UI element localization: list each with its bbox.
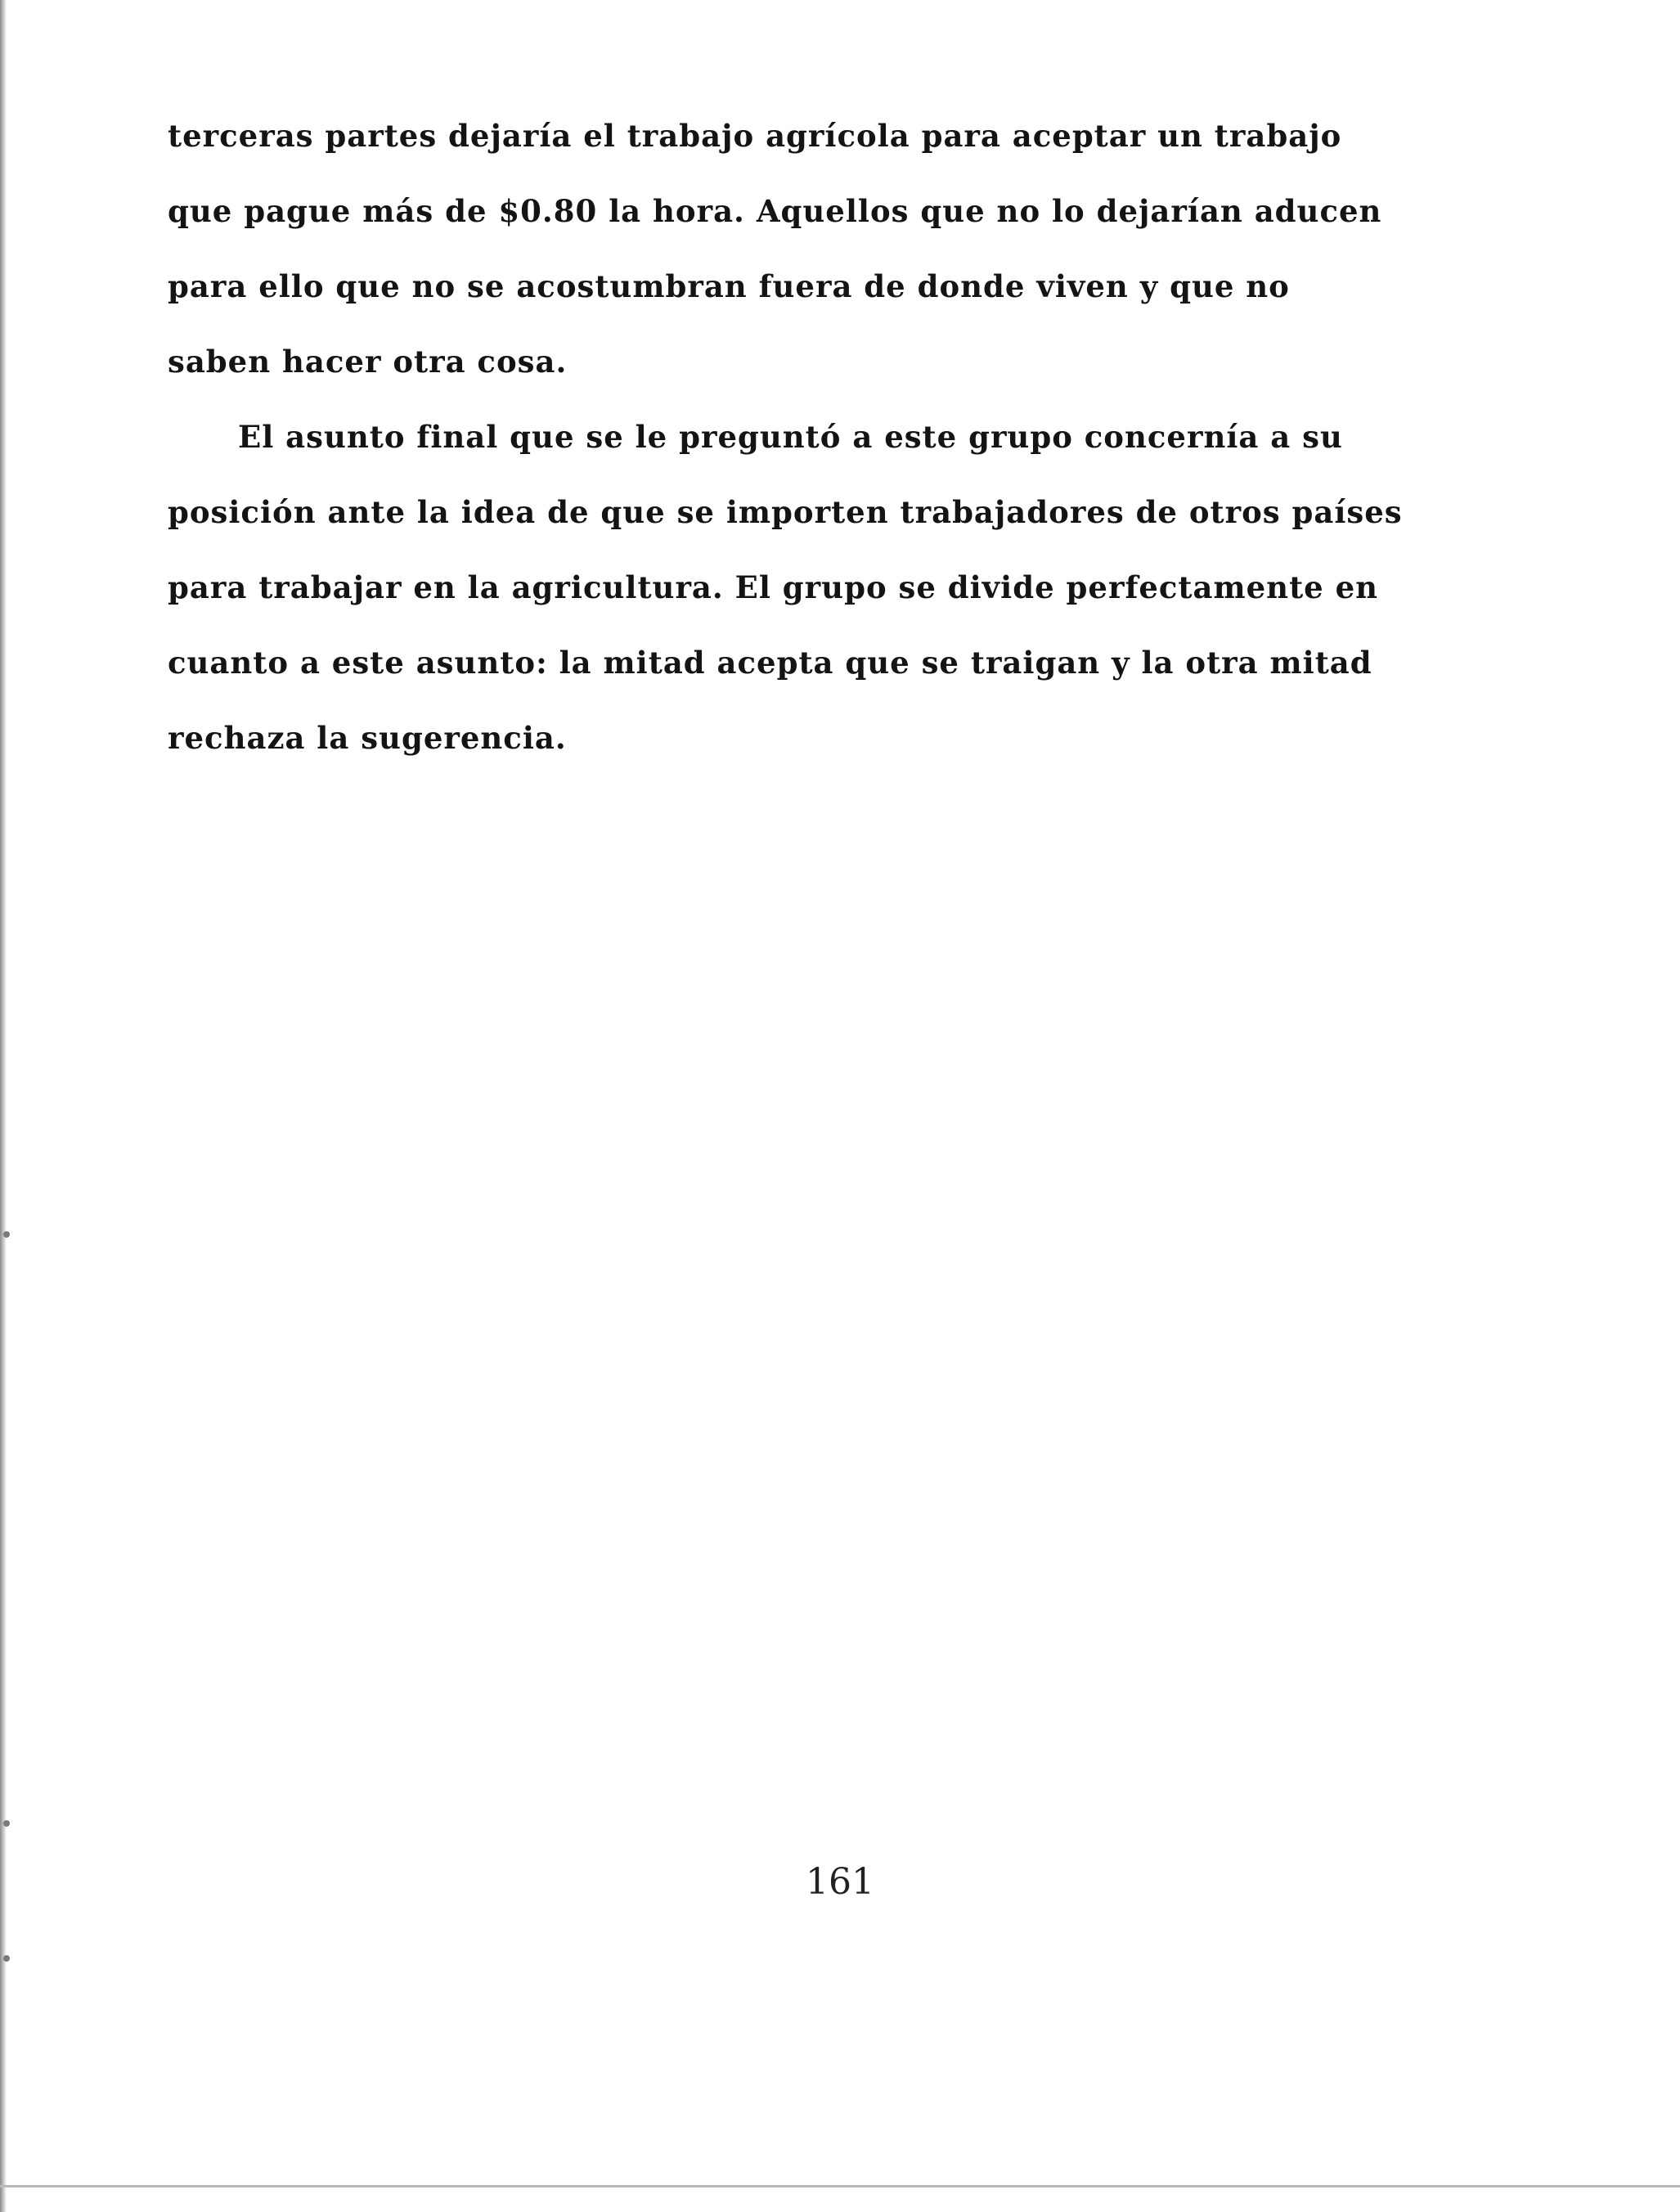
text-line: que pague más de $0.80 la hora. Aquellos que no lo dejarían aducen (168, 193, 1382, 229)
text-line: para ello que no se acostumbran fuera de donde viven y que no (168, 268, 1290, 304)
text-line: posición ante la idea de que se importen trabajadores de otros países (168, 494, 1403, 530)
scan-speck (3, 1955, 10, 1962)
body-text (168, 98, 1403, 776)
text-line: para trabajar en la agricultura. El grupo se divide perfectamente en (168, 569, 1379, 605)
scan-speck (3, 1231, 10, 1238)
text-line: cuanto a este asunto: la mitad acepta que se traigan y la otra mitad (168, 645, 1372, 681)
text-line: terceras partes dejaría el trabajo agrícola para aceptar un trabajo (168, 118, 1342, 154)
text-line: El asunto final que se le preguntó a este grupo concernía a su (238, 419, 1343, 455)
scan-bottom-edge (0, 2185, 1680, 2187)
text-line: saben hacer otra cosa. (168, 344, 568, 380)
scan-speck (3, 1820, 10, 1827)
page-number: 161 (806, 1861, 874, 1903)
text-line: rechaza la sugerencia. (168, 720, 567, 756)
